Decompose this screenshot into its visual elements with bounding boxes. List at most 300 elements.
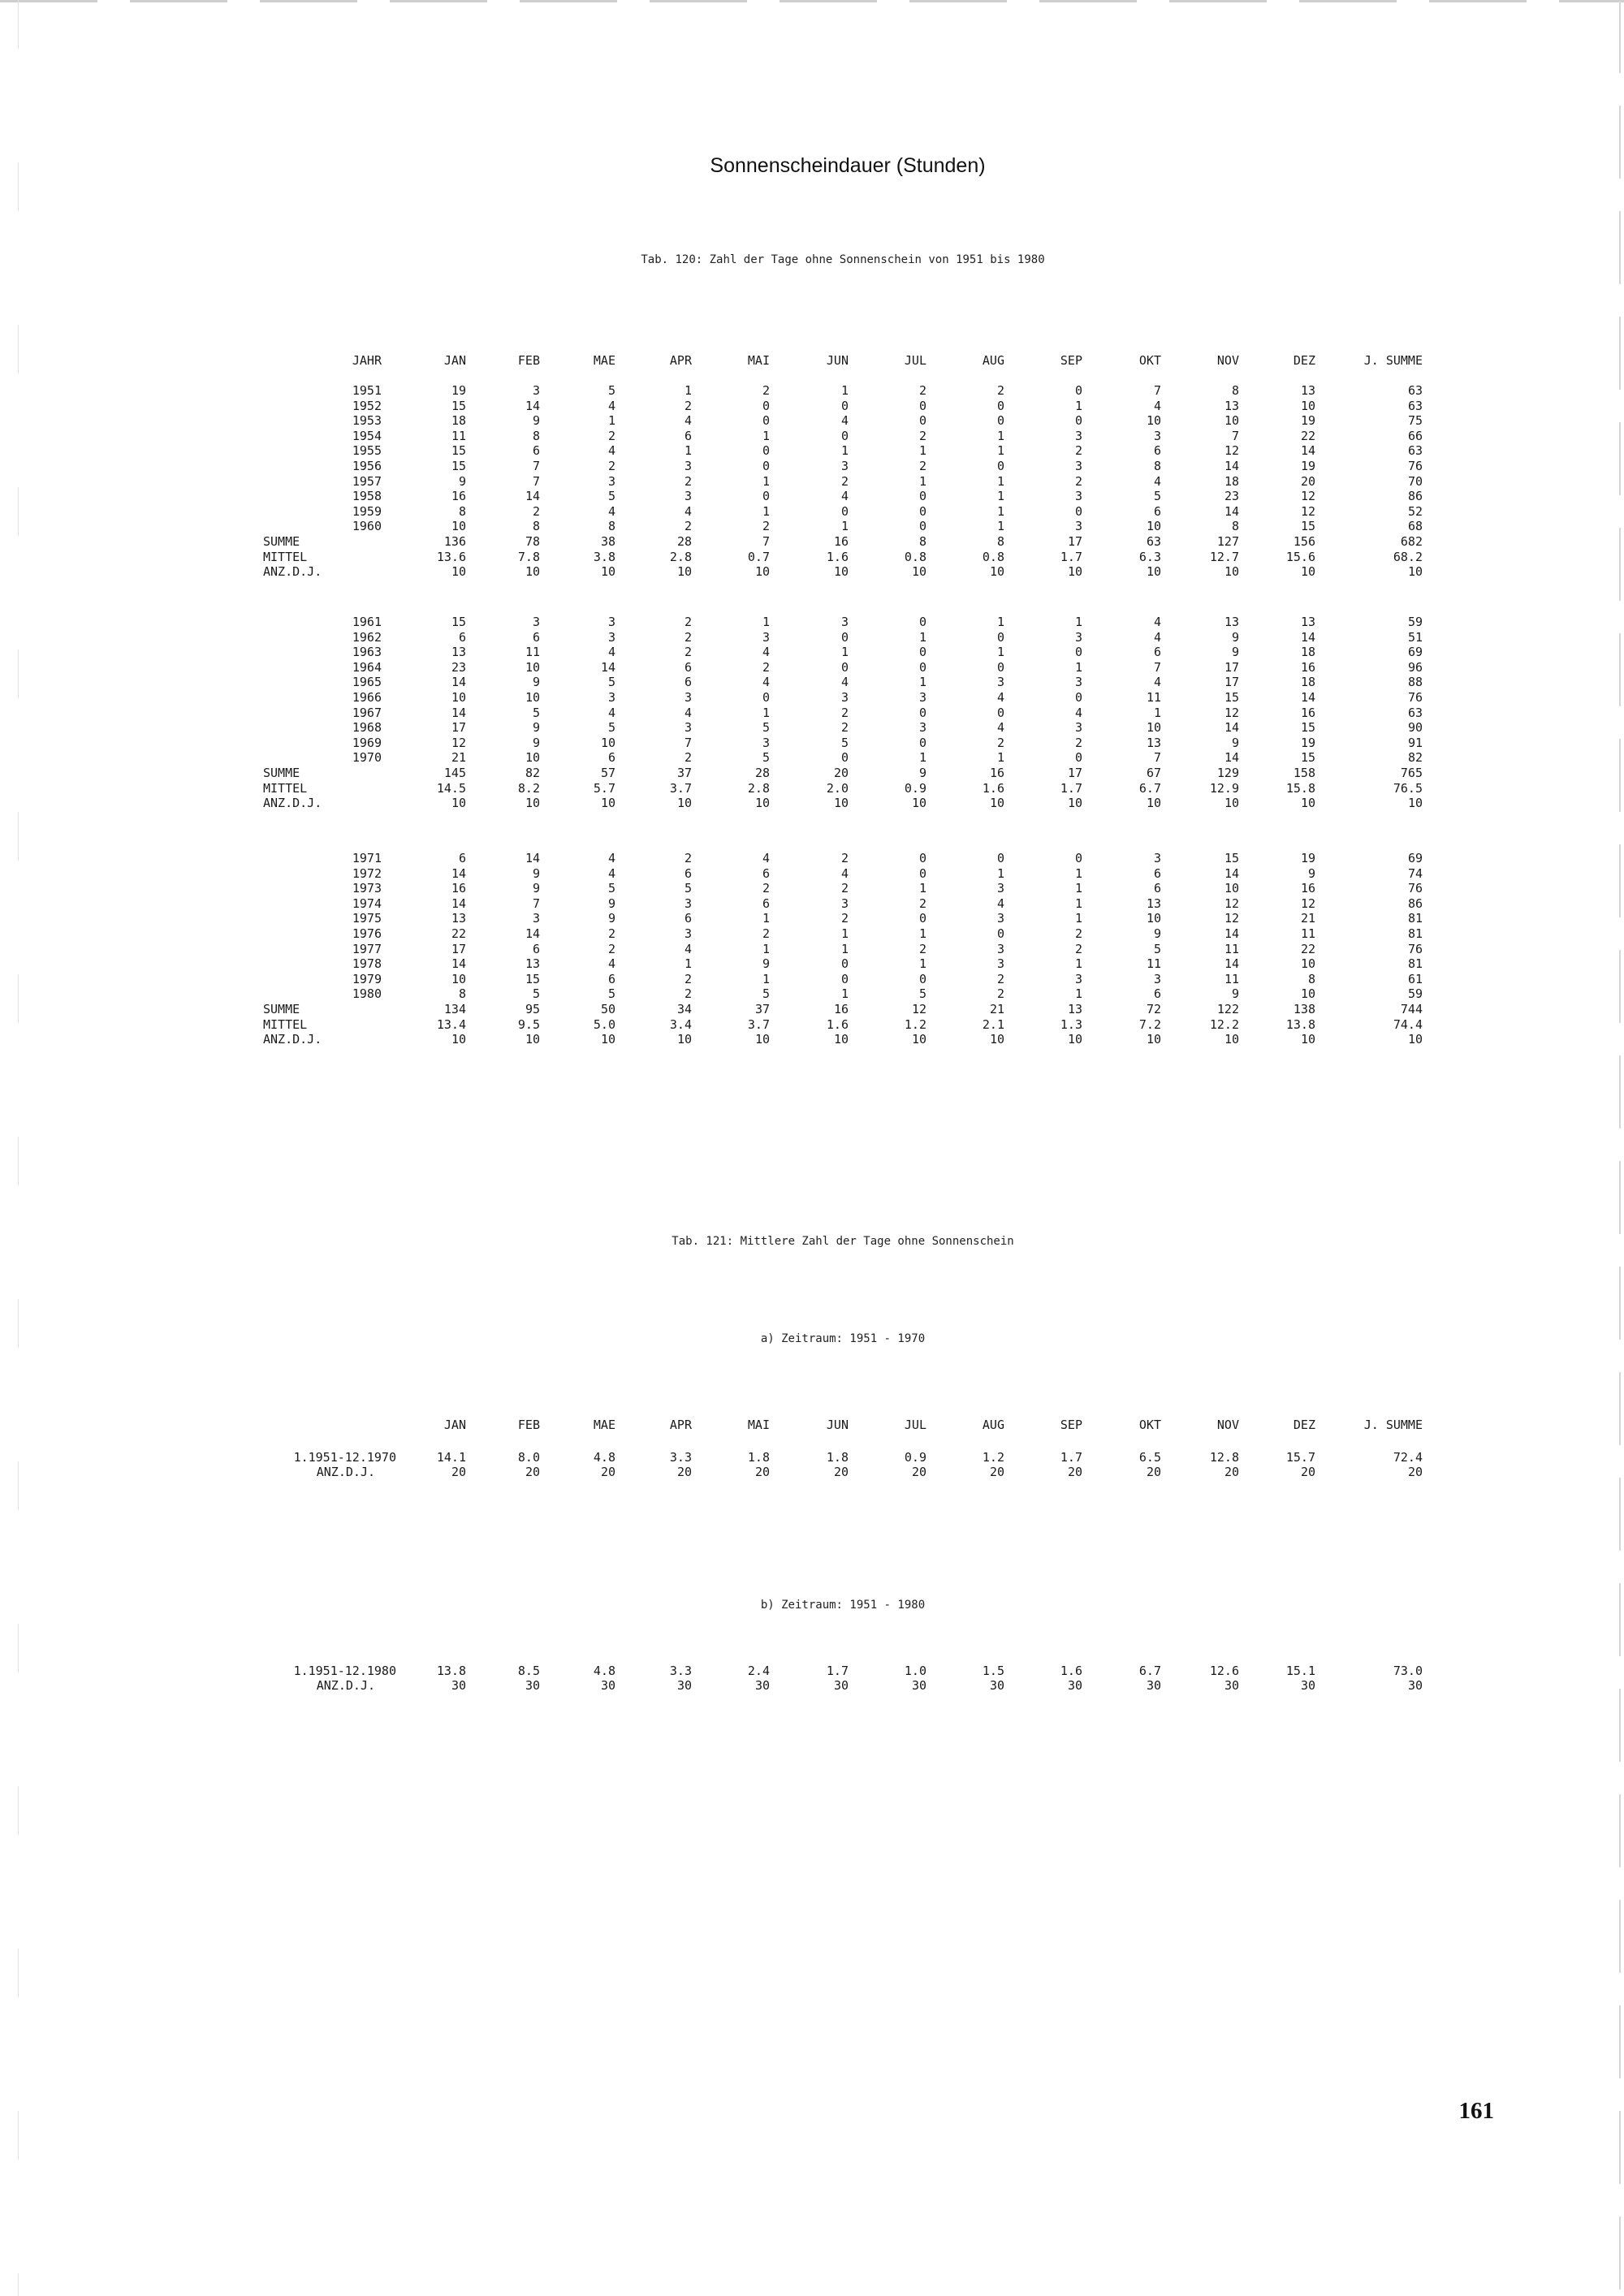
table-cell: 4: [762, 645, 770, 659]
table-cell: 4: [684, 706, 692, 720]
period-cell: 1.7: [826, 1664, 849, 1678]
table-cell: 1: [762, 474, 770, 489]
table-cell: 4: [607, 956, 615, 971]
table-cell: 9: [532, 736, 540, 750]
count-cell: 30: [754, 1678, 770, 1693]
table-cell: 3: [1074, 429, 1082, 443]
table-cell: 12: [1224, 706, 1239, 720]
table-cell: 1: [1074, 986, 1082, 1001]
table-cell: 2: [684, 972, 692, 986]
table-cell: 81: [1407, 911, 1423, 926]
stat-cell: 10: [1300, 796, 1315, 810]
table-cell: 1: [918, 881, 926, 896]
stat-cell: 6.3: [1138, 550, 1161, 564]
scan-edge-left: [18, 0, 19, 2296]
stat-cell: 67: [1146, 766, 1161, 780]
table-cell: 2: [840, 706, 849, 720]
table-cell: 9: [458, 474, 466, 489]
count-cell: 30: [989, 1678, 1004, 1693]
stat-cell: 13.6: [436, 550, 466, 564]
table-cell: 76: [1407, 459, 1423, 473]
table-cell: 74: [1407, 866, 1423, 881]
period-cell: 12.8: [1209, 1450, 1239, 1465]
stat-cell: 12.2: [1209, 1017, 1239, 1032]
table-cell: 3: [762, 736, 770, 750]
month-column-header: DEZ: [1293, 1418, 1315, 1432]
period-row-label: 1.1951-12.1970: [293, 1450, 396, 1465]
table-cell: 0: [996, 399, 1004, 413]
table-cell: 86: [1407, 896, 1423, 911]
month-column-header: MAE: [593, 1418, 615, 1432]
table-cell: 1: [918, 474, 926, 489]
table-cell: 1: [762, 942, 770, 956]
table-cell: 2: [684, 630, 692, 645]
stat-cell: 78: [525, 534, 540, 549]
table-121-section-a-title: a) Zeitraum: 1951 - 1970: [760, 1332, 926, 1345]
table-cell: 0: [996, 630, 1004, 645]
table-cell: 2: [918, 383, 926, 398]
stat-cell: 10: [1300, 1032, 1315, 1047]
table-cell: 4: [607, 645, 615, 659]
table-cell: 0: [762, 443, 770, 458]
table-cell: 1: [996, 645, 1004, 659]
stat-cell: 34: [676, 1002, 692, 1016]
table-cell: 2: [684, 851, 692, 865]
table-cell: 14: [451, 896, 466, 911]
table-cell: 5: [607, 720, 615, 735]
table-cell: 8: [458, 986, 466, 1001]
table-cell: 3: [607, 474, 615, 489]
table-cell: 8: [532, 519, 540, 533]
table-cell: 15: [1224, 851, 1239, 865]
table-cell: 13: [1300, 615, 1315, 629]
stat-cell: 10: [754, 564, 770, 579]
month-column-header: APR: [669, 1418, 692, 1432]
month-column-header: SEP: [1060, 1418, 1082, 1432]
stat-cell: 8.2: [517, 781, 540, 796]
stat-cell: 10: [1067, 796, 1082, 810]
table-cell: 3: [684, 926, 692, 941]
table-cell: 14: [451, 866, 466, 881]
table-cell: 9: [532, 675, 540, 689]
table-cell: 4: [607, 706, 615, 720]
table-cell: 2: [996, 972, 1004, 986]
table-120-caption: Tab. 120: Zahl der Tage ohne Sonnenschein von 1951 bis 1980: [641, 253, 1045, 266]
stat-cell: 12.9: [1209, 781, 1239, 796]
year-row-label: 1961: [352, 615, 382, 629]
table-cell: 3: [996, 942, 1004, 956]
table-cell: 4: [1074, 706, 1082, 720]
table-cell: 9: [1231, 986, 1239, 1001]
count-row-label: ANZ.D.J.: [316, 1465, 375, 1479]
stat-cell: 10: [451, 796, 466, 810]
year-row-label: 1965: [352, 675, 382, 689]
stat-cell: 21: [989, 1002, 1004, 1016]
table-cell: 2: [1074, 942, 1082, 956]
table-cell: 75: [1407, 413, 1423, 428]
period-cell: 15.1: [1285, 1664, 1315, 1678]
stat-cell: 10: [1407, 1032, 1423, 1047]
table-cell: 3: [607, 690, 615, 705]
table-cell: 0: [762, 489, 770, 503]
stat-cell: 10: [525, 564, 540, 579]
table-cell: 9: [1153, 926, 1161, 941]
table-cell: 16: [1300, 660, 1315, 675]
table-cell: 0: [1074, 383, 1082, 398]
table-cell: 0: [918, 504, 926, 519]
year-row-label: 1951: [352, 383, 382, 398]
stat-cell: 682: [1400, 534, 1423, 549]
table-cell: 4: [607, 443, 615, 458]
table-cell: 3: [684, 690, 692, 705]
table-cell: 1: [684, 443, 692, 458]
table-cell: 10: [451, 972, 466, 986]
table-cell: 0: [918, 972, 926, 986]
table-cell: 63: [1407, 706, 1423, 720]
table-cell: 22: [1300, 942, 1315, 956]
table-cell: 16: [451, 489, 466, 503]
table-cell: 10: [1146, 911, 1161, 926]
stat-cell: 17: [1067, 534, 1082, 549]
table-cell: 9: [1231, 736, 1239, 750]
table-cell: 18: [451, 413, 466, 428]
table-cell: 2: [607, 459, 615, 473]
table-cell: 1: [996, 474, 1004, 489]
table-cell: 14: [1224, 956, 1239, 971]
table-cell: 1: [918, 750, 926, 765]
month-column-header: APR: [669, 353, 692, 368]
table-cell: 5: [918, 986, 926, 1001]
stat-cell: 5.0: [593, 1017, 615, 1032]
stat-cell: 1.6: [982, 781, 1004, 796]
table-cell: 5: [1153, 942, 1161, 956]
month-column-header: OKT: [1138, 353, 1161, 368]
table-cell: 10: [451, 519, 466, 533]
year-row-label: 1957: [352, 474, 382, 489]
page-number: 161: [1458, 2098, 1494, 2124]
year-row-label: 1966: [352, 690, 382, 705]
table-cell: 16: [1300, 881, 1315, 896]
year-row-label: 1954: [352, 429, 382, 443]
stat-cell: 82: [525, 766, 540, 780]
table-cell: 3: [996, 956, 1004, 971]
stat-cell: 10: [833, 1032, 849, 1047]
stat-cell: 10: [525, 796, 540, 810]
table-cell: 14: [1300, 443, 1315, 458]
table-cell: 3: [996, 911, 1004, 926]
scan-edge-right: [1619, 0, 1621, 2296]
stat-cell: 3.7: [669, 781, 692, 796]
count-cell: 30: [1067, 1678, 1082, 1693]
table-cell: 1: [1074, 896, 1082, 911]
table-cell: 3: [1153, 429, 1161, 443]
year-row-label: 1952: [352, 399, 382, 413]
table-cell: 8: [1153, 459, 1161, 473]
table-cell: 6: [532, 630, 540, 645]
table-cell: 2: [840, 851, 849, 865]
table-cell: 19: [1300, 413, 1315, 428]
stat-cell: 10: [451, 564, 466, 579]
table-cell: 1: [1074, 956, 1082, 971]
table-cell: 6: [684, 660, 692, 675]
table-cell: 10: [525, 660, 540, 675]
table-cell: 11: [451, 429, 466, 443]
table-cell: 1: [918, 630, 926, 645]
table-cell: 0: [1074, 750, 1082, 765]
table-cell: 0: [918, 851, 926, 865]
stat-cell: 7: [762, 534, 770, 549]
table-cell: 1: [996, 443, 1004, 458]
year-row-label: 1959: [352, 504, 382, 519]
table-cell: 1: [762, 911, 770, 926]
table-cell: 4: [1153, 630, 1161, 645]
period-cell: 4.8: [593, 1450, 615, 1465]
table-cell: 13: [525, 956, 540, 971]
stat-row-label: SUMME: [263, 1002, 300, 1016]
table-cell: 63: [1407, 399, 1423, 413]
stat-cell: 0.8: [904, 550, 926, 564]
total-column-header: J. SUMME: [1363, 1418, 1423, 1432]
stat-cell: 76.5: [1393, 781, 1423, 796]
stat-cell: 38: [600, 534, 615, 549]
table-cell: 1: [1074, 911, 1082, 926]
table-cell: 1: [684, 956, 692, 971]
table-cell: 2: [918, 429, 926, 443]
table-cell: 5: [607, 675, 615, 689]
year-row-label: 1953: [352, 413, 382, 428]
stat-cell: 13.4: [436, 1017, 466, 1032]
table-cell: 1: [762, 504, 770, 519]
count-cell: 30: [833, 1678, 849, 1693]
stat-cell: 7.8: [517, 550, 540, 564]
count-cell: 30: [1146, 1678, 1161, 1693]
table-cell: 0: [918, 866, 926, 881]
month-column-header: JUL: [904, 353, 926, 368]
table-cell: 63: [1407, 443, 1423, 458]
table-cell: 81: [1407, 956, 1423, 971]
year-row-label: 1963: [352, 645, 382, 659]
table-cell: 0: [1074, 690, 1082, 705]
table-cell: 9: [607, 896, 615, 911]
table-cell: 4: [1153, 474, 1161, 489]
table-cell: 9: [762, 956, 770, 971]
table-cell: 16: [451, 881, 466, 896]
stat-cell: 28: [754, 766, 770, 780]
table-cell: 7: [1231, 429, 1239, 443]
table-cell: 6: [532, 443, 540, 458]
period-cell: 14.1: [436, 1450, 466, 1465]
table-cell: 2: [1074, 926, 1082, 941]
table-cell: 12: [1224, 896, 1239, 911]
table-cell: 2: [684, 645, 692, 659]
stat-cell: 10: [1224, 564, 1239, 579]
table-cell: 22: [1300, 429, 1315, 443]
table-cell: 0: [1074, 413, 1082, 428]
stat-row-label: SUMME: [263, 534, 300, 549]
table-cell: 1: [1074, 615, 1082, 629]
table-cell: 9: [532, 866, 540, 881]
table-cell: 96: [1407, 660, 1423, 675]
table-cell: 10: [1146, 720, 1161, 735]
table-cell: 13: [1224, 399, 1239, 413]
table-cell: 14: [1224, 504, 1239, 519]
count-cell: 20: [1067, 1465, 1082, 1479]
count-cell: 20: [911, 1465, 926, 1479]
table-cell: 1: [996, 504, 1004, 519]
stat-row-label: ANZ.D.J.: [263, 564, 322, 579]
table-cell: 2: [684, 474, 692, 489]
table-cell: 1: [840, 926, 849, 941]
table-cell: 14: [1224, 926, 1239, 941]
table-cell: 4: [607, 851, 615, 865]
table-cell: 4: [840, 489, 849, 503]
year-row-label: 1964: [352, 660, 382, 675]
period-cell: 1.8: [747, 1450, 770, 1465]
stat-cell: 10: [600, 796, 615, 810]
table-cell: 3: [1153, 972, 1161, 986]
table-cell: 10: [1300, 399, 1315, 413]
year-row-label: 1956: [352, 459, 382, 473]
table-cell: 3: [840, 690, 849, 705]
table-cell: 12: [1300, 896, 1315, 911]
table-cell: 4: [840, 413, 849, 428]
year-row-label: 1968: [352, 720, 382, 735]
table-cell: 6: [607, 750, 615, 765]
table-121-caption: Tab. 121: Mittlere Zahl der Tage ohne Sonnenschein: [672, 1235, 1014, 1248]
stat-cell: 2.8: [747, 781, 770, 796]
table-cell: 69: [1407, 645, 1423, 659]
table-cell: 1: [1153, 706, 1161, 720]
count-row-label: ANZ.D.J.: [316, 1678, 375, 1693]
table-cell: 11: [1300, 926, 1315, 941]
table-cell: 2: [607, 926, 615, 941]
stat-cell: 122: [1216, 1002, 1239, 1016]
stat-cell: 10: [525, 1032, 540, 1047]
table-cell: 5: [762, 986, 770, 1001]
table-cell: 86: [1407, 489, 1423, 503]
table-cell: 76: [1407, 881, 1423, 896]
table-cell: 82: [1407, 750, 1423, 765]
table-cell: 3: [1074, 972, 1082, 986]
month-column-header: NOV: [1216, 1418, 1239, 1432]
table-cell: 0: [840, 630, 849, 645]
stat-cell: 8: [996, 534, 1004, 549]
table-cell: 2: [918, 942, 926, 956]
table-cell: 0: [918, 413, 926, 428]
table-cell: 1: [996, 615, 1004, 629]
month-column-header: NOV: [1216, 353, 1239, 368]
count-cell: 20: [676, 1465, 692, 1479]
table-cell: 1: [684, 383, 692, 398]
table-cell: 17: [451, 942, 466, 956]
stat-cell: 20: [833, 766, 849, 780]
table-cell: 63: [1407, 383, 1423, 398]
table-cell: 15: [1300, 720, 1315, 735]
table-cell: 66: [1407, 429, 1423, 443]
year-row-label: 1971: [352, 851, 382, 865]
table-cell: 3: [840, 459, 849, 473]
period-cell: 1.6: [1060, 1664, 1082, 1678]
table-cell: 61: [1407, 972, 1423, 986]
table-cell: 1: [1074, 866, 1082, 881]
table-cell: 13: [1146, 896, 1161, 911]
stat-cell: 13.8: [1285, 1017, 1315, 1032]
table-cell: 12: [1224, 911, 1239, 926]
table-cell: 1: [996, 519, 1004, 533]
table-cell: 3: [532, 383, 540, 398]
table-cell: 4: [684, 413, 692, 428]
table-cell: 3: [996, 881, 1004, 896]
table-cell: 1: [918, 443, 926, 458]
table-cell: 14: [1300, 690, 1315, 705]
table-cell: 76: [1407, 690, 1423, 705]
table-cell: 10: [1146, 413, 1161, 428]
table-cell: 6: [684, 429, 692, 443]
table-cell: 2: [762, 519, 770, 533]
table-cell: 4: [840, 866, 849, 881]
table-cell: 4: [607, 866, 615, 881]
stat-cell: 10: [833, 564, 849, 579]
table-cell: 1: [1074, 399, 1082, 413]
table-cell: 3: [840, 896, 849, 911]
table-cell: 2: [607, 429, 615, 443]
table-cell: 1: [996, 750, 1004, 765]
table-cell: 10: [1300, 986, 1315, 1001]
table-cell: 0: [840, 750, 849, 765]
table-cell: 0: [996, 413, 1004, 428]
table-cell: 3: [1074, 675, 1082, 689]
table-cell: 2: [684, 519, 692, 533]
table-cell: 2: [684, 615, 692, 629]
table-cell: 14: [1300, 630, 1315, 645]
table-cell: 68: [1407, 519, 1423, 533]
year-row-label: 1960: [352, 519, 382, 533]
table-cell: 9: [1231, 630, 1239, 645]
stat-cell: 136: [443, 534, 466, 549]
table-cell: 13: [451, 645, 466, 659]
table-cell: 2: [840, 474, 849, 489]
year-row-label: 1974: [352, 896, 382, 911]
table-cell: 5: [607, 489, 615, 503]
period-cell: 73.0: [1393, 1664, 1423, 1678]
table-cell: 14: [1224, 866, 1239, 881]
year-row-label: 1955: [352, 443, 382, 458]
table-cell: 3: [1074, 630, 1082, 645]
period-cell: 2.4: [747, 1664, 770, 1678]
count-cell: 20: [1300, 1465, 1315, 1479]
count-cell: 20: [989, 1465, 1004, 1479]
stat-cell: 10: [1146, 1032, 1161, 1047]
table-cell: 3: [684, 489, 692, 503]
table-cell: 4: [762, 675, 770, 689]
table-cell: 11: [1146, 956, 1161, 971]
table-cell: 12: [1224, 443, 1239, 458]
table-cell: 22: [451, 926, 466, 941]
stat-cell: 765: [1400, 766, 1423, 780]
table-cell: 12: [1300, 504, 1315, 519]
table-cell: 2: [918, 896, 926, 911]
table-cell: 11: [1224, 942, 1239, 956]
stat-row-label: MITTEL: [263, 781, 308, 796]
table-cell: 12: [1300, 489, 1315, 503]
stat-row-label: SUMME: [263, 766, 300, 780]
count-cell: 30: [676, 1678, 692, 1693]
stat-cell: 37: [676, 766, 692, 780]
year-row-label: 1979: [352, 972, 382, 986]
table-cell: 2: [840, 911, 849, 926]
period-cell: 1.2: [982, 1450, 1004, 1465]
stat-cell: 10: [911, 1032, 926, 1047]
